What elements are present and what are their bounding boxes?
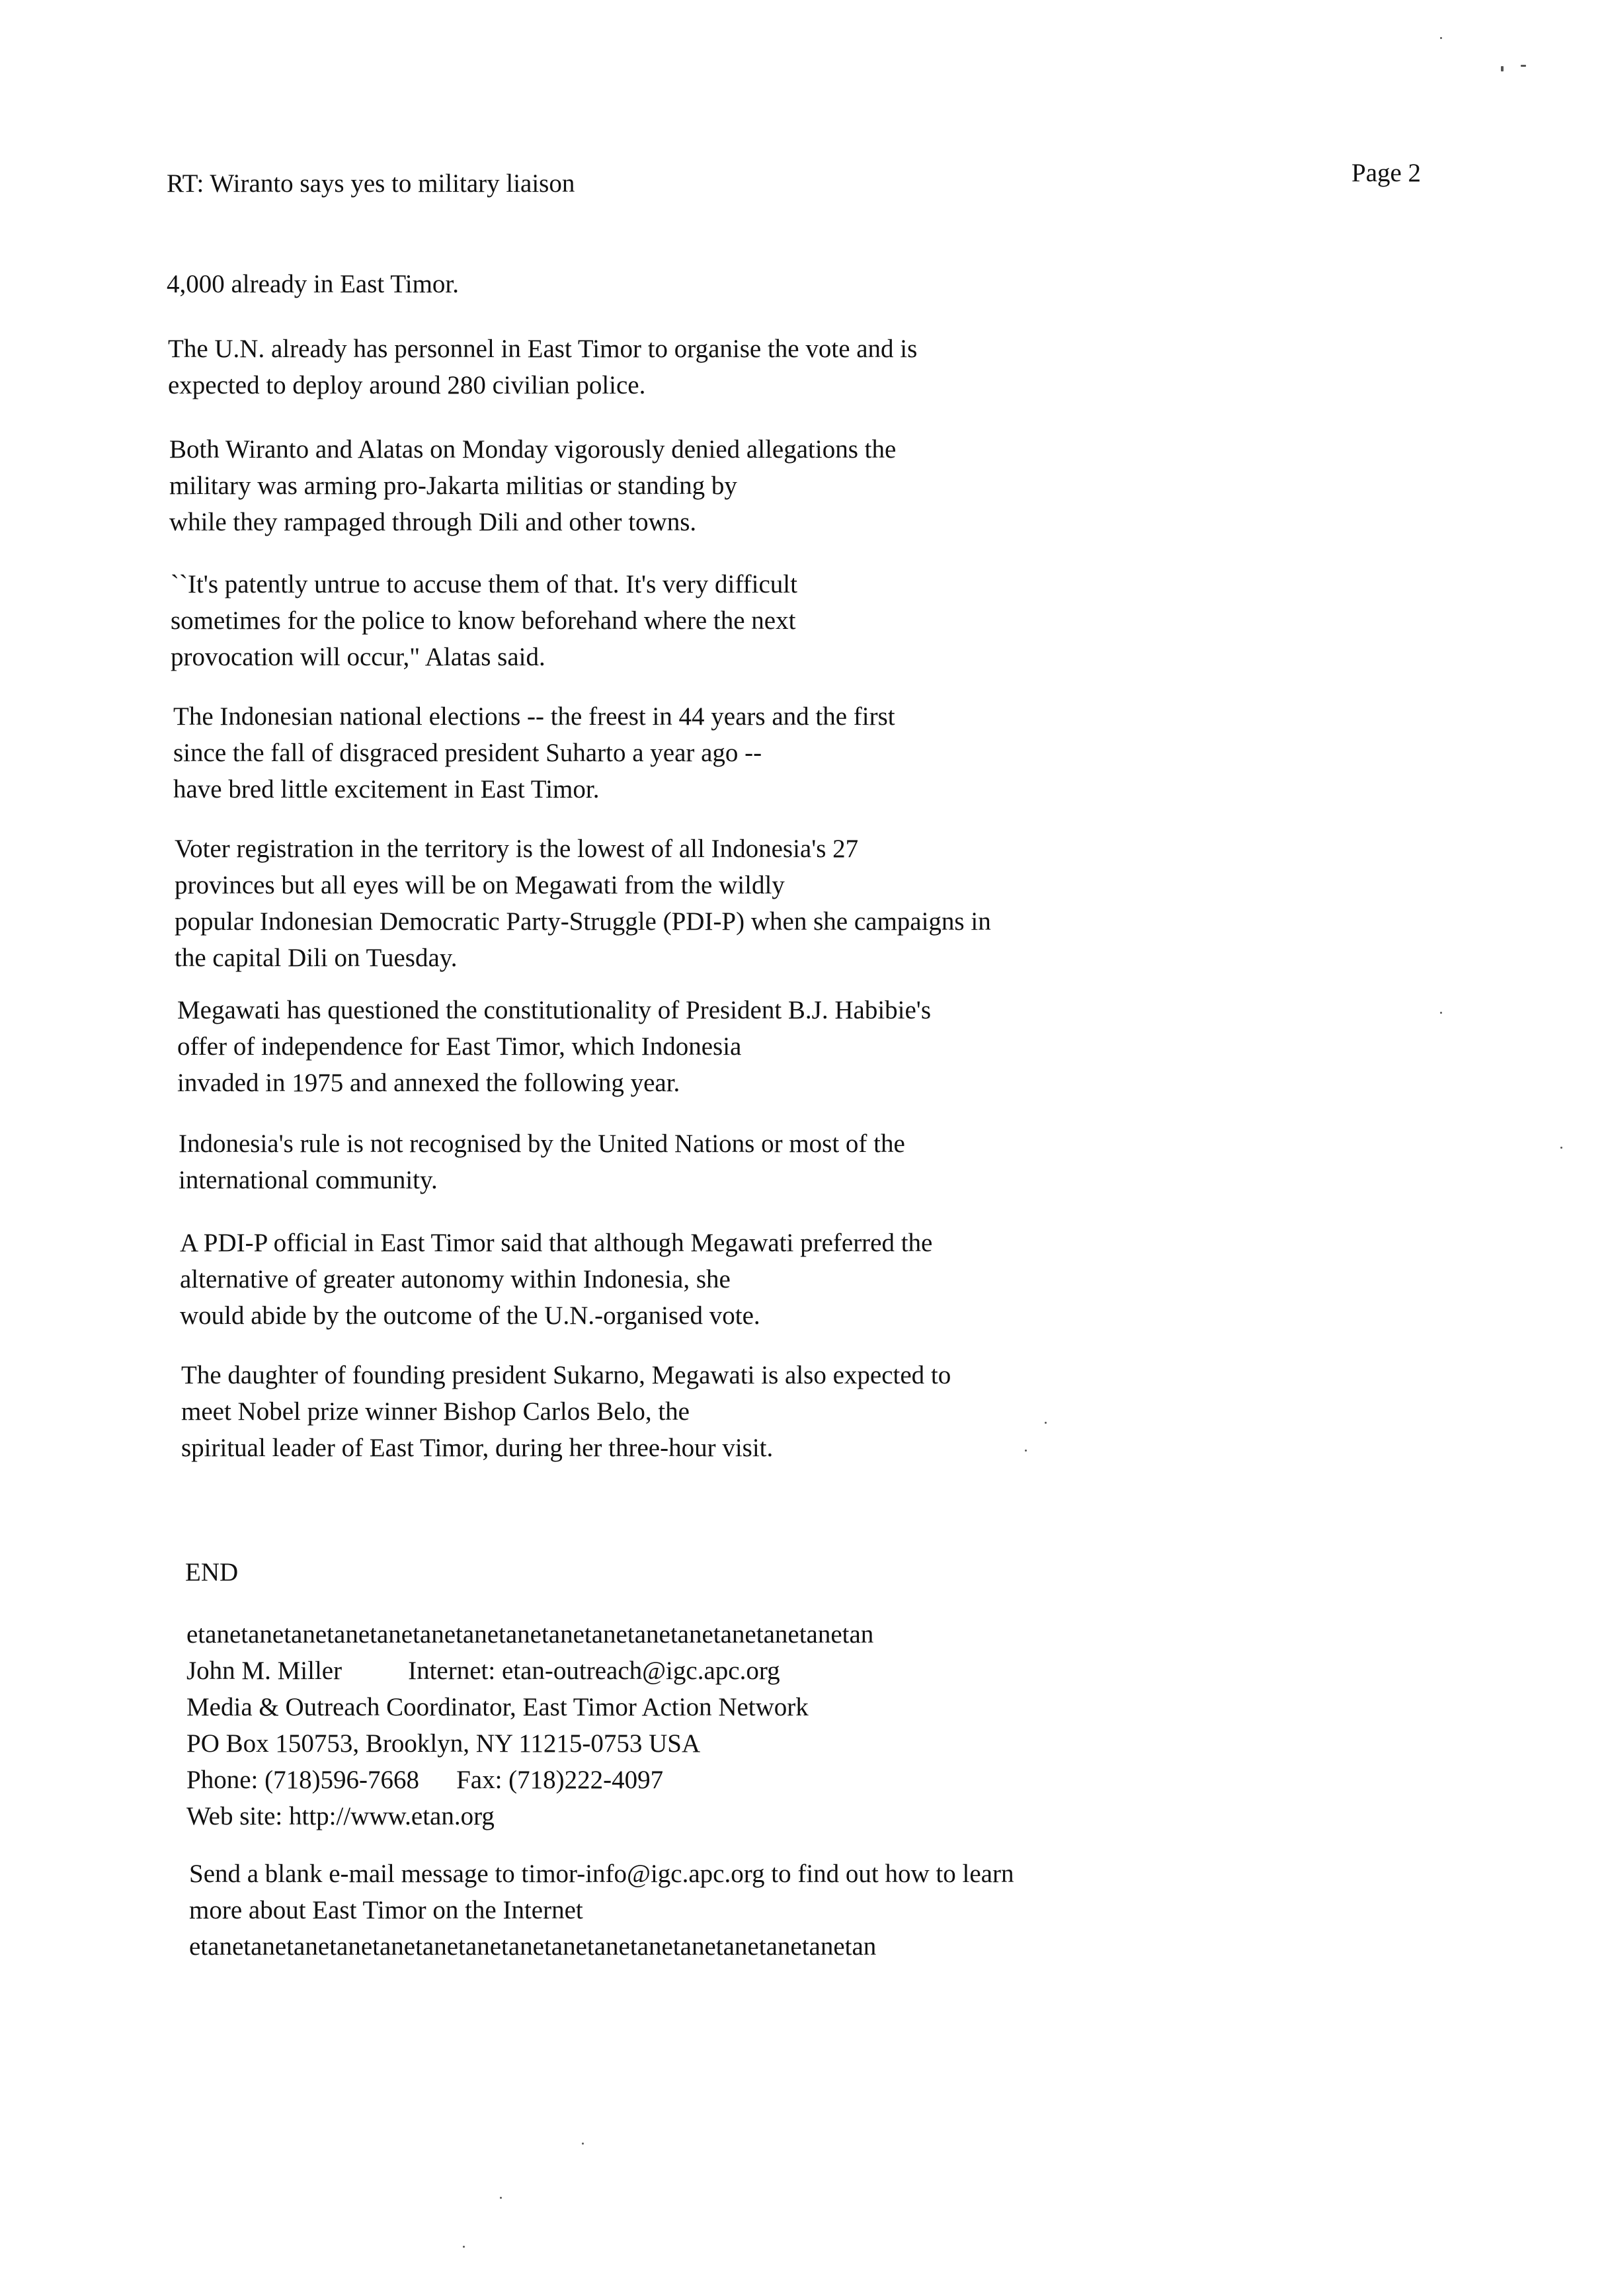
text-line: popular Indonesian Democratic Party-Struggle (PDI-P) when she campaigns in — [175, 907, 991, 936]
text-line: Both Wiranto and Alatas on Monday vigorously denied allegations the — [169, 435, 897, 464]
text-line: A PDI-P official in East Timor said that although Megawati preferred the — [180, 1229, 933, 1257]
text-line: the capital Dili on Tuesday. — [175, 944, 458, 972]
text-line: ``It's patently untrue to accuse them of that. It's very difficult — [171, 570, 797, 598]
contact-phone-row — [186, 1762, 873, 1798]
text-line: Indonesia's rule is not recognised by the United Nations or most of the — [179, 1129, 905, 1158]
text-line: alternative of greater autonomy within Indonesia, she — [180, 1265, 731, 1293]
contact-internet: Internet: etan-outreach@igc.apc.org — [408, 1657, 780, 1685]
paragraph — [171, 566, 797, 675]
scan-speck — [1025, 1450, 1027, 1452]
paragraph — [179, 1126, 905, 1198]
text-line: Voter registration in the territory is the lowest of all Indonesia's 27 — [175, 835, 859, 863]
text-line: invaded in 1975 and annexed the following year. — [177, 1069, 680, 1097]
scan-speck — [500, 2197, 502, 2199]
text-line: The daughter of founding president Sukarno, Megawati is also expected to — [181, 1361, 951, 1389]
info-block — [189, 1856, 1014, 1965]
contact-name-row — [186, 1653, 873, 1689]
paragraph — [169, 431, 896, 540]
scan-speck — [463, 2246, 465, 2248]
paragraph — [175, 831, 991, 976]
paragraph — [180, 1225, 932, 1334]
scan-speck — [1560, 1147, 1562, 1149]
text-line: have bred little excitement in East Timor. — [173, 775, 600, 803]
text-line: expected to deploy around 280 civilian police. — [168, 371, 646, 399]
info-line: Send a blank e-mail message to timor-info@igc.apc.org to find out how to learn — [189, 1860, 1014, 1888]
text-line: would abide by the outcome of the U.N.-organised vote. — [180, 1301, 760, 1330]
scan-speck — [1045, 1422, 1047, 1424]
contact-fax: Fax: (718)222-4097 — [456, 1766, 664, 1794]
text-line: Megawati has questioned the constitutionality of President B.J. Habibie's — [177, 996, 932, 1024]
contact-phone: Phone: (718)596-7668 — [186, 1766, 420, 1794]
contact-name: John M. Miller — [186, 1657, 342, 1685]
text-line: The U.N. already has personnel in East Timor to organise the vote and is — [168, 335, 918, 363]
scan-speck — [1521, 65, 1526, 67]
text-line: meet Nobel prize winner Bishop Carlos Belo, the — [181, 1397, 690, 1426]
text-line: 4,000 already in East Timor. — [167, 270, 459, 298]
contact-role: Media & Outreach Coordinator, East Timor Action Network — [186, 1693, 809, 1721]
header-title: RT: Wiranto says yes to military liaison — [167, 169, 575, 198]
scan-speck — [1440, 1012, 1442, 1014]
end-marker: END — [185, 1558, 239, 1586]
info-line: more about East Timor on the Internet — [189, 1896, 583, 1924]
text-line: international community. — [179, 1166, 438, 1194]
text-line: offer of independence for East Timor, which Indonesia — [177, 1032, 742, 1061]
text-line: military was arming pro-Jakarta militias or standing by — [169, 472, 737, 500]
scan-speck — [1440, 37, 1442, 39]
signature-divider-top: etanetanetanetanetanetanetanetanetanetanetanetanetanetanetanetan — [186, 1620, 874, 1649]
paragraph — [168, 331, 917, 403]
signature-block — [186, 1616, 873, 1834]
text-line: spiritual leader of East Timor, during her three-hour visit. — [181, 1434, 774, 1462]
text-line: since the fall of disgraced president Suharto a year ago -- — [173, 739, 762, 767]
scan-speck — [1501, 66, 1504, 71]
signature-divider-bottom: etanetanetanetanetanetanetanetanetanetanetanetanetanetanetanetan — [189, 1932, 877, 1961]
text-line: provocation will occur," Alatas said. — [171, 643, 545, 671]
contact-website: Web site: http://www.etan.org — [186, 1802, 495, 1830]
scan-speck — [582, 2143, 584, 2145]
paragraph — [177, 992, 931, 1101]
paragraph — [181, 1357, 951, 1466]
text-line: sometimes for the police to know beforehand where the next — [171, 606, 796, 635]
text-line: The Indonesian national elections -- the freest in 44 years and the first — [173, 702, 895, 731]
page-number: Page 2 — [1351, 159, 1422, 187]
paragraph — [173, 698, 895, 807]
text-line: provinces but all eyes will be on Megawati from the wildly — [175, 871, 785, 899]
paragraph — [167, 266, 459, 302]
text-line: while they rampaged through Dili and other towns. — [169, 508, 697, 536]
contact-address: PO Box 150753, Brooklyn, NY 11215-0753 USA — [186, 1729, 701, 1758]
